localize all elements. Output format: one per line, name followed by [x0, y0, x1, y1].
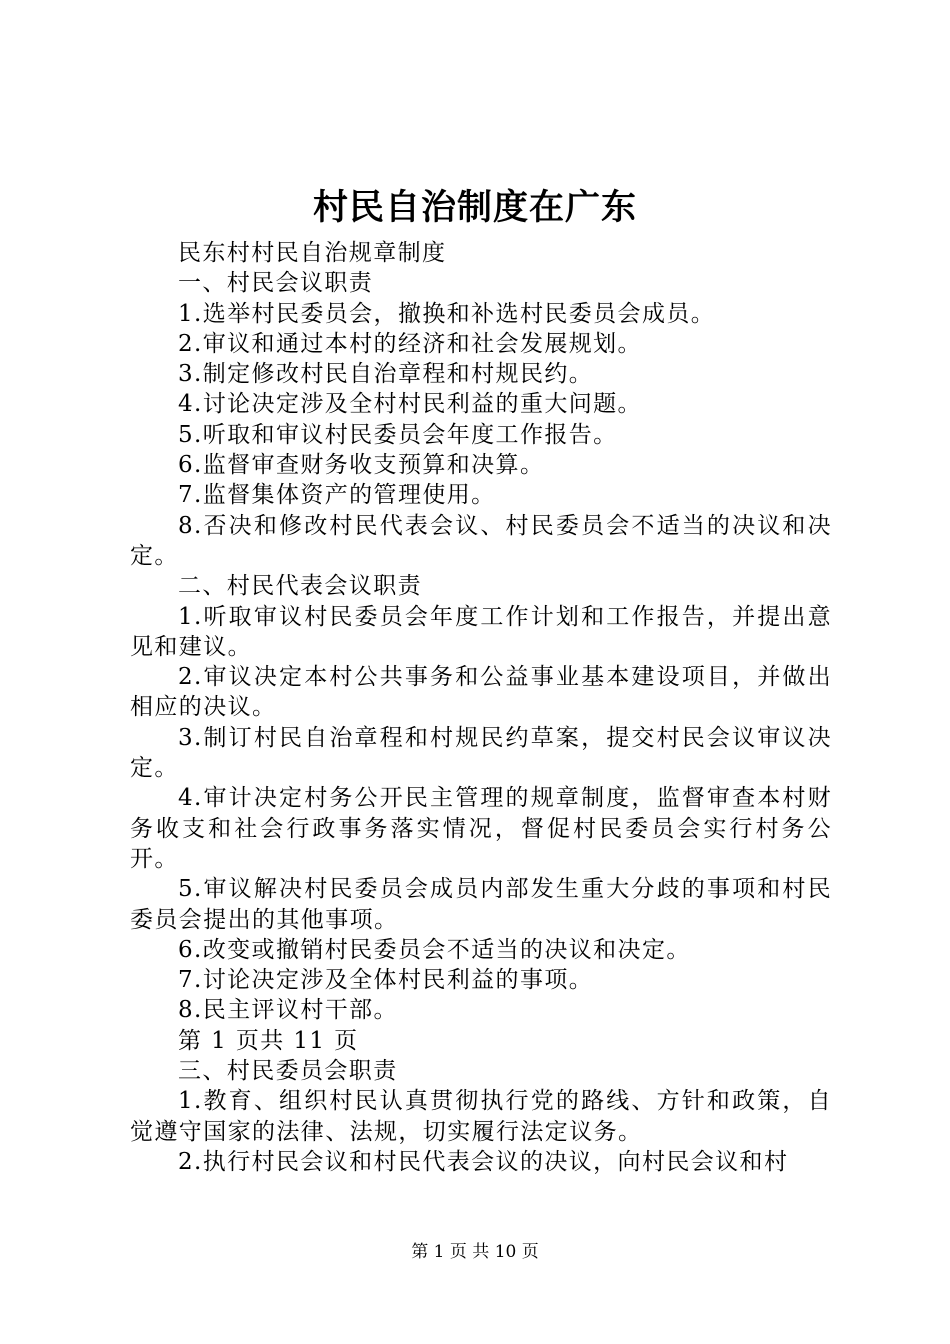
- document-title: 村民自治制度在广东: [312, 187, 637, 228]
- section-heading: 一、村民会议职责: [178, 270, 374, 297]
- paragraph: 民东村村民自治规章制度: [178, 240, 447, 266]
- inline-page-marker: 第 1 页共 11 页: [178, 1027, 359, 1054]
- paragraph: 6.监督审查财务收支预算和决算。: [178, 452, 545, 479]
- paragraph: 7.讨论决定涉及全体村民利益的事项。: [178, 967, 594, 994]
- section-heading: 三、村民委员会职责: [178, 1058, 398, 1085]
- paragraph: 2.审议和通过本村的经济和社会发展规划。: [178, 330, 642, 357]
- paragraph: 3.制定修改村民自治章程和村规民约。: [178, 361, 594, 388]
- section-heading: 二、村民代表会议职责: [178, 573, 422, 600]
- paragraph: 4.讨论决定涉及全村村民利益的重大问题。: [178, 391, 642, 418]
- paragraph: 6.改变或撤销村民委员会不适当的决议和决定。: [178, 936, 691, 963]
- paragraph: 4.审计决定村务公开民主管理的规章制度，监督审查本村财务收支和社会行政事务落实情况，督促村民委员会实行村务公开。: [130, 785, 832, 872]
- paragraph: 2.执行村民会议和村民代表会议的决议，向村民会议和村: [178, 1148, 789, 1175]
- paragraph: 7.监督集体资产的管理使用。: [178, 482, 496, 509]
- paragraph: 1.选举村民委员会，撤换和补选村民委员会成员。: [178, 300, 716, 327]
- paragraph: 5.听取和审议村民委员会年度工作报告。: [178, 421, 618, 448]
- paragraph: 5.审议解决村民委员会成员内部发生重大分歧的事项和村民委员会提出的其他事项。: [130, 876, 832, 933]
- paragraph: 8.民主评议村干部。: [178, 997, 398, 1024]
- paragraph: 3.制订村民自治章程和村规民约草案，提交村民会议审议决定。: [130, 724, 832, 782]
- paragraph: 8.否决和修改村民代表会议、村民委员会不适当的决议和决定。: [130, 512, 832, 569]
- page-footer: 第 1 页 共 10 页: [411, 1242, 539, 1262]
- paragraph: 1.教育、组织村民认真贯彻执行党的路线、方针和政策，自觉遵守国家的法律、法规，切实履行法定议务。: [130, 1088, 832, 1145]
- paragraph: 2.审议决定本村公共事务和公益事业基本建设项目，并做出相应的决议。: [130, 664, 832, 721]
- paragraph: 1.听取审议村民委员会年度工作计划和工作报告，并提出意见和建议。: [130, 603, 832, 660]
- document-body: [130, 238, 832, 1177]
